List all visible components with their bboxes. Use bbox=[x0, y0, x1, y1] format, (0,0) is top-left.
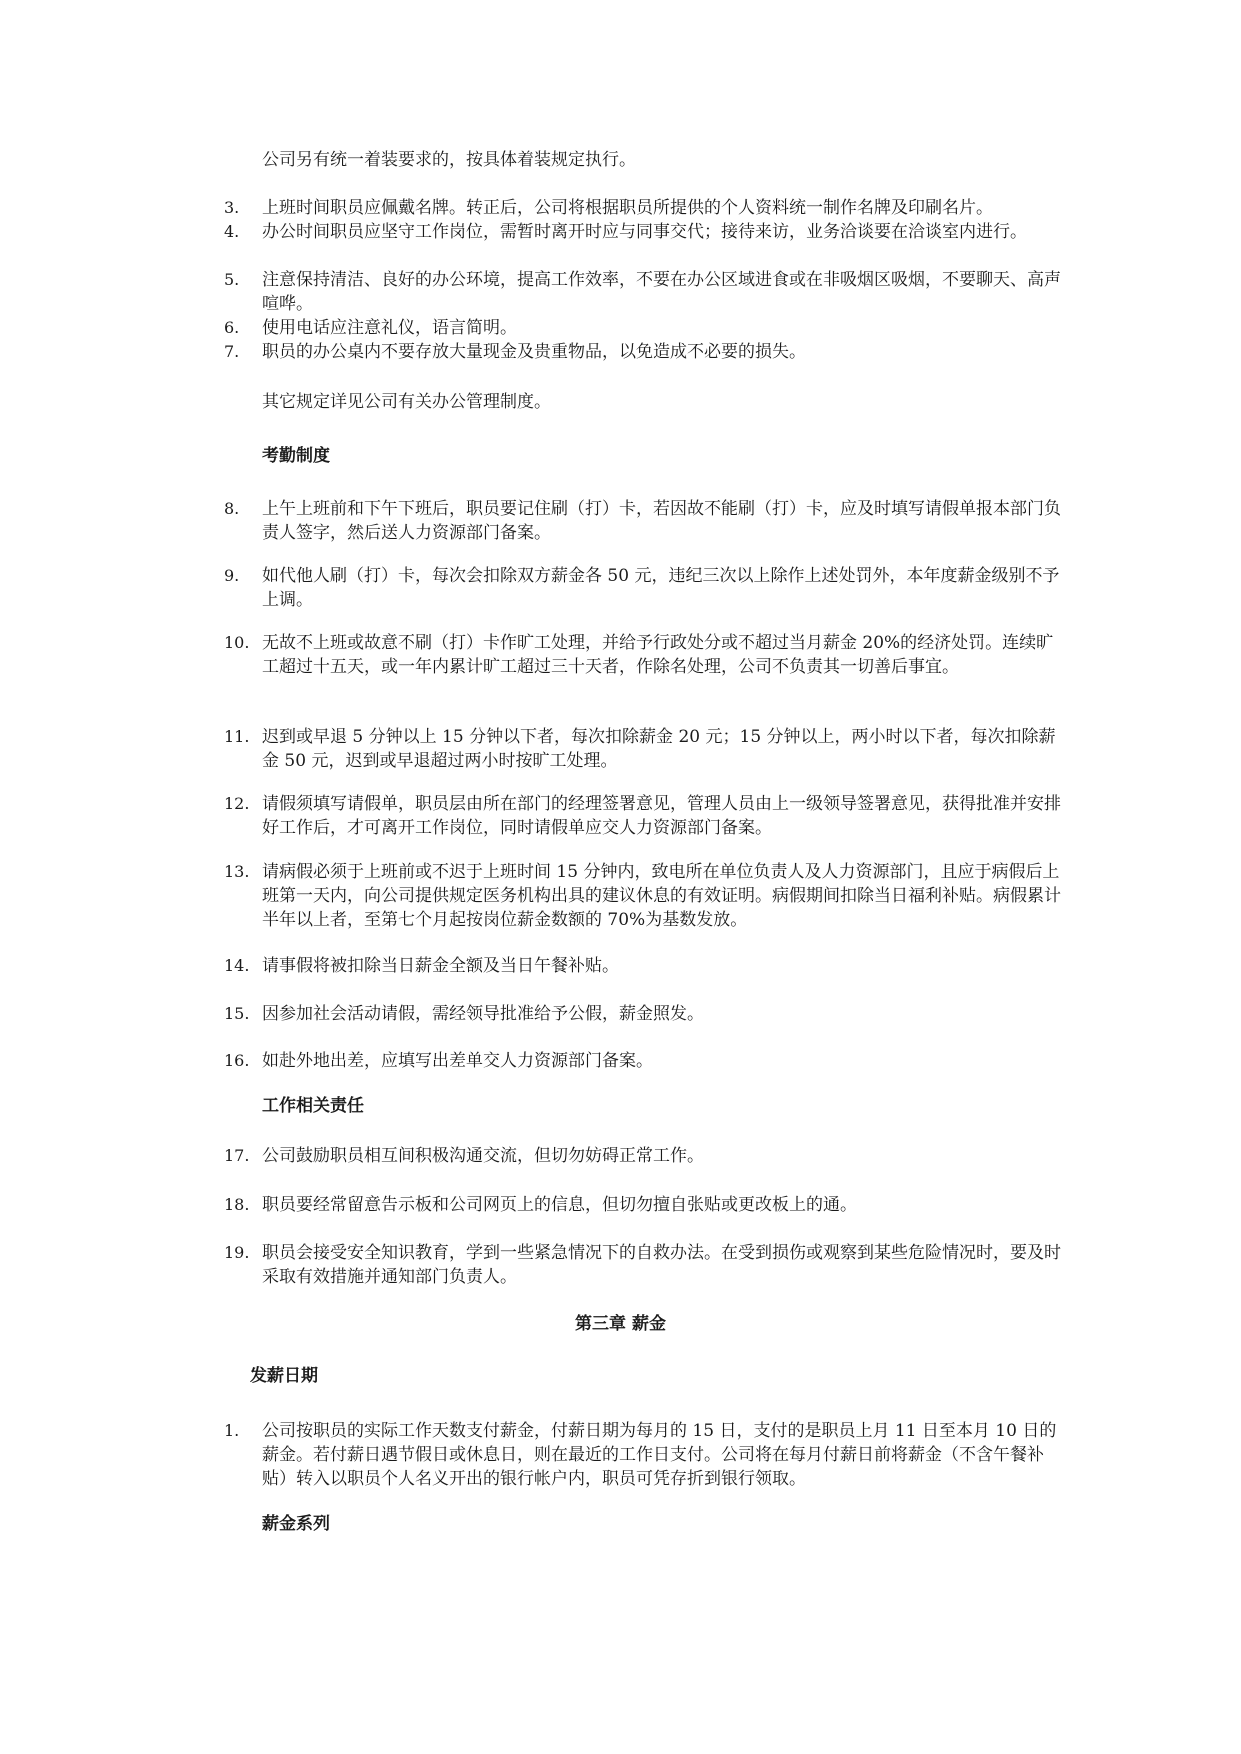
item-number: 18. bbox=[224, 1195, 250, 1214]
item-text: 职员要经常留意告示板和公司网页上的信息，但切勿擅自张贴或更改板上的通。 bbox=[262, 1195, 857, 1215]
item-number: 8. bbox=[224, 499, 240, 518]
item-text: 上午上班前和下午下班后，职员要记住刷（打）卡，若因故不能刷（打）卡，应及时填写请假单报本部门负责人签字，然后送人力资源部门备案。 bbox=[262, 499, 1061, 543]
section-heading-salary-series: 薪金系列 bbox=[262, 1514, 330, 1534]
section-heading-payday: 发薪日期 bbox=[250, 1366, 318, 1386]
other-rules-note: 其它规定详见公司有关办公管理制度。 bbox=[262, 392, 551, 412]
section-heading-attendance: 考勤制度 bbox=[262, 446, 330, 466]
item-text: 如代他人刷（打）卡，每次会扣除双方薪金各 50 元，违纪三次以上除作上述处罚外，本年度薪金级别不予上调。 bbox=[262, 566, 1060, 610]
item-text: 迟到或早退 5 分钟以上 15 分钟以下者，每次扣除薪金 20 元；15 分钟以上，两小时以下者，每次扣除薪金 50 元，迟到或早退超过两小时按旷工处理。 bbox=[262, 727, 1056, 771]
item-number: 10. bbox=[224, 633, 250, 652]
item-text: 办公时间职员应坚守工作岗位，需暂时离开时应与同事交代；接待来访，业务洽谈要在洽谈室内进行。 bbox=[262, 222, 1027, 242]
item-text: 因参加社会活动请假，需经领导批准给予公假，薪金照发。 bbox=[262, 1004, 704, 1024]
item-number: 17. bbox=[224, 1146, 250, 1165]
item-number: 5. bbox=[224, 270, 240, 289]
item-text: 职员会接受安全知识教育，学到一些紧急情况下的自救办法。在受到损伤或观察到某些危险情况时，要及时采取有效措施并通知部门负责人。 bbox=[262, 1243, 1061, 1287]
item-number: 16. bbox=[224, 1051, 250, 1070]
item-number: 4. bbox=[224, 222, 240, 241]
item-number: 1. bbox=[224, 1421, 240, 1440]
item-text: 请事假将被扣除当日薪金全额及当日午餐补贴。 bbox=[262, 956, 619, 976]
item-number: 9. bbox=[224, 566, 240, 585]
item-number: 3. bbox=[224, 198, 240, 217]
item-text: 无故不上班或故意不刷（打）卡作旷工处理，并给予行政处分或不超过当月薪金 20%的经济处罚。连续旷工超过十五天，或一年内累计旷工超过三十天者，作除名处理，公司不负责其一切善后事宜。 bbox=[262, 633, 1054, 677]
item-number: 19. bbox=[224, 1243, 250, 1262]
section-heading-responsibility: 工作相关责任 bbox=[262, 1096, 364, 1116]
item-text: 使用电话应注意礼仪，语言简明。 bbox=[262, 318, 517, 338]
item-text: 公司鼓励职员相互间积极沟通交流，但切勿妨碍正常工作。 bbox=[262, 1146, 704, 1166]
item-number: 7. bbox=[224, 342, 240, 361]
item-number: 6. bbox=[224, 318, 240, 337]
item-number: 14. bbox=[224, 956, 250, 975]
item-text: 注意保持清洁、良好的办公环境，提高工作效率，不要在办公区域进食或在非吸烟区吸烟，不要聊天、高声喧哗。 bbox=[262, 270, 1061, 314]
item-text: 请病假必须于上班前或不迟于上班时间 15 分钟内，致电所在单位负责人及人力资源部门，且应于病假后上班第一天内，向公司提供规定医务机构出具的建议休息的有效证明。病假期间扣除当日福利补贴。病假累计半年以上者，至第七个月起按岗位薪金数额的 70%为基数发放。 bbox=[262, 862, 1061, 930]
item-text: 如赴外地出差，应填写出差单交人力资源部门备案。 bbox=[262, 1051, 653, 1071]
item-number: 13. bbox=[224, 862, 250, 881]
item-text: 上班时间职员应佩戴名牌。转正后，公司将根据职员所提供的个人资料统一制作名牌及印刷名片。 bbox=[262, 198, 993, 218]
item-text: 职员的办公桌内不要存放大量现金及贵重物品，以免造成不必要的损失。 bbox=[262, 342, 806, 362]
dress-code-note: 公司另有统一着装要求的，按具体着装规定执行。 bbox=[262, 150, 636, 170]
item-number: 11. bbox=[224, 727, 250, 746]
item-number: 12. bbox=[224, 794, 250, 813]
item-number: 15. bbox=[224, 1004, 250, 1023]
chapter-title: 第三章 薪金 bbox=[575, 1314, 666, 1334]
item-text: 公司按职员的实际工作天数支付薪金，付薪日期为每月的 15 日，支付的是职员上月 11 日至本月 10 日的薪金。若付薪日遇节假日或休息日，则在最近的工作日支付。公司将在每月付薪日前将薪金（不含午餐补贴）转入以职员个人名义开出的银行帐户内，职员可凭存折到银行领取。 bbox=[262, 1421, 1057, 1489]
item-text: 请假须填写请假单，职员层由所在部门的经理签署意见，管理人员由上一级领导签署意见，获得批准并安排好工作后，才可离开工作岗位，同时请假单应交人力资源部门备案。 bbox=[262, 794, 1061, 838]
